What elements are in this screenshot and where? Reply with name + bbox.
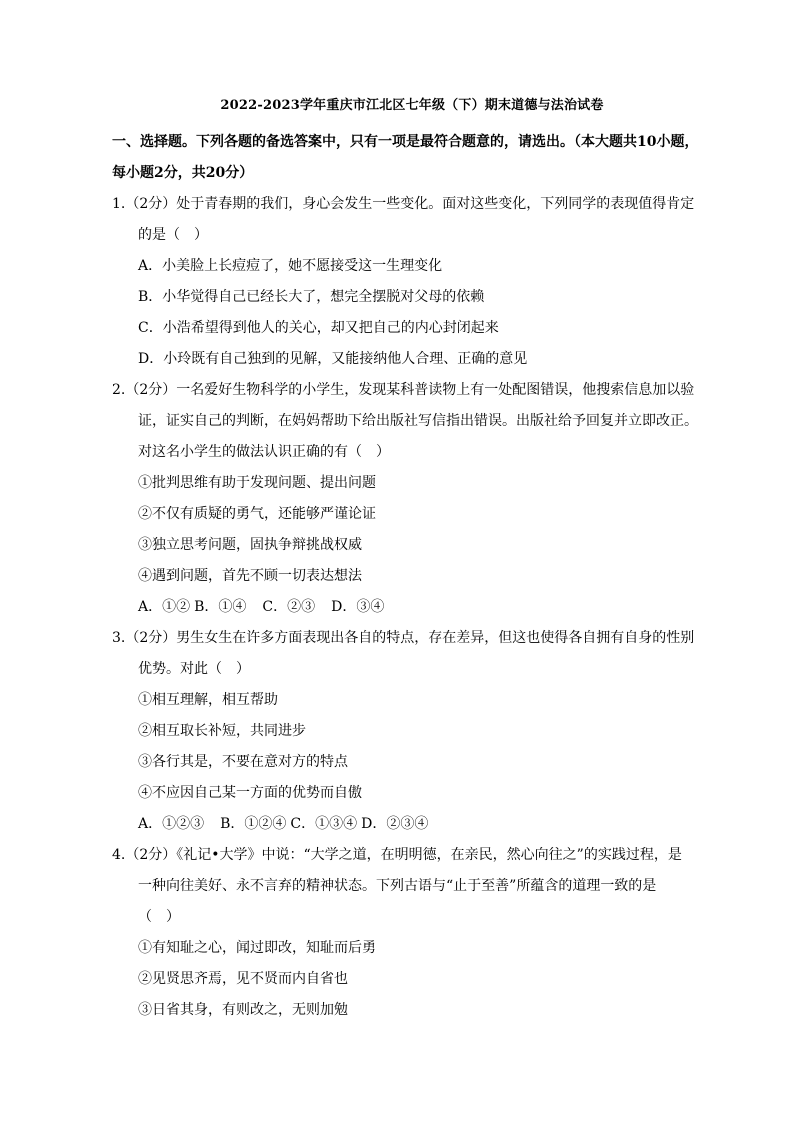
answer-options-row <box>112 809 712 840</box>
statement-item: ④不应因自己某一方面的优势而自傲 <box>138 785 362 801</box>
option-a: A．①② <box>138 599 191 615</box>
option-a: A．①②③ <box>138 816 205 832</box>
question-stem-line: 4.（2分）《礼记•大学》中说：“大学之道，在明明德，在亲民，然心向往之”的实践过程，是 <box>112 847 682 863</box>
question-stem-line: 优势。对此（ ） <box>138 661 250 677</box>
question-stem-line: 的是（ ） <box>138 227 208 243</box>
choice-d: D．小玲既有自己独到的见解，又能接纳他人合理、正确的意见 <box>138 351 528 367</box>
exam-page <box>112 96 712 1026</box>
question-stem-line: 2.（2分）一名爱好生物科学的小学生，发现某科普读物上有一处配图错误，他搜索信息加以验 <box>112 382 695 398</box>
option-c: C．②③ <box>262 599 316 615</box>
option-b: B．①④ <box>194 599 247 615</box>
statement-item: ②不仅有质疑的勇气，还能够严谨论证 <box>138 506 376 522</box>
question-1 <box>112 189 712 375</box>
statement-item: ②见贤思齐焉，见不贤而内自省也 <box>138 971 348 987</box>
choice-c: C．小浩希望得到他人的关心，却又把自己的内心封闭起来 <box>138 320 499 336</box>
question-4 <box>112 840 712 1026</box>
choice-b: B．小华觉得自己已经长大了，想完全摆脱对父母的依赖 <box>138 289 485 305</box>
statement-item: ①有知耻之心，闻过即改，知耻而后勇 <box>138 940 376 956</box>
question-2 <box>112 375 712 623</box>
option-c: C．①③④ <box>290 816 358 832</box>
option-d: D．②③④ <box>361 816 429 832</box>
statement-item: ③日省其身，有则改之，无则加勉 <box>138 1002 348 1018</box>
question-stem-line: 证，证实自己的判断，在妈妈帮助下给出版社写信指出错误。出版社给予回复并立即改正。 <box>138 413 698 429</box>
question-stem-line: 3.（2分）男生女生在许多方面表现出各自的特点，存在差异，但这也使得各自拥有自身的性别 <box>112 630 695 646</box>
question-stem-line: （ ） <box>138 909 180 925</box>
statement-item: ④遇到问题，首先不顾一切表达想法 <box>138 568 362 584</box>
question-3 <box>112 623 712 840</box>
statement-item: ③各行其是，不要在意对方的特点 <box>138 754 348 770</box>
statement-item: ②相互取长补短，共同进步 <box>138 723 306 739</box>
statement-item: ①相互理解，相互帮助 <box>138 692 278 708</box>
answer-options-row <box>112 592 712 623</box>
section-heading-line2: 每小题2分，共20分） <box>112 165 254 181</box>
section-heading-line1: 一、选择题。下列各题的备选答案中，只有一项是最符合题意的，请选出。（本大题共10小题， <box>112 134 699 150</box>
option-b: B．①②④ <box>220 816 287 832</box>
question-stem-line: 对这名小学生的做法认识正确的有（ ） <box>138 444 390 460</box>
option-d: D．③④ <box>331 599 385 615</box>
statement-item: ③独立思考问题，固执争辩挑战权威 <box>138 537 362 553</box>
question-stem-line: 一种向往美好、永不言弃的精神状态。下列古语与“止于至善”所蕴含的道理一致的是 <box>138 878 657 894</box>
exam-title: 2022-2023学年重庆市江北区七年级（下）期末道德与法治试卷 <box>220 98 604 113</box>
choice-a: A．小美脸上长痘痘了，她不愿接受这一生理变化 <box>138 258 443 274</box>
question-stem-line: 1.（2分）处于青春期的我们，身心会发生一些变化。面对这些变化，下列同学的表现值得肯定 <box>112 196 695 212</box>
statement-item: ①批判思维有助于发现问题、提出问题 <box>138 475 376 491</box>
